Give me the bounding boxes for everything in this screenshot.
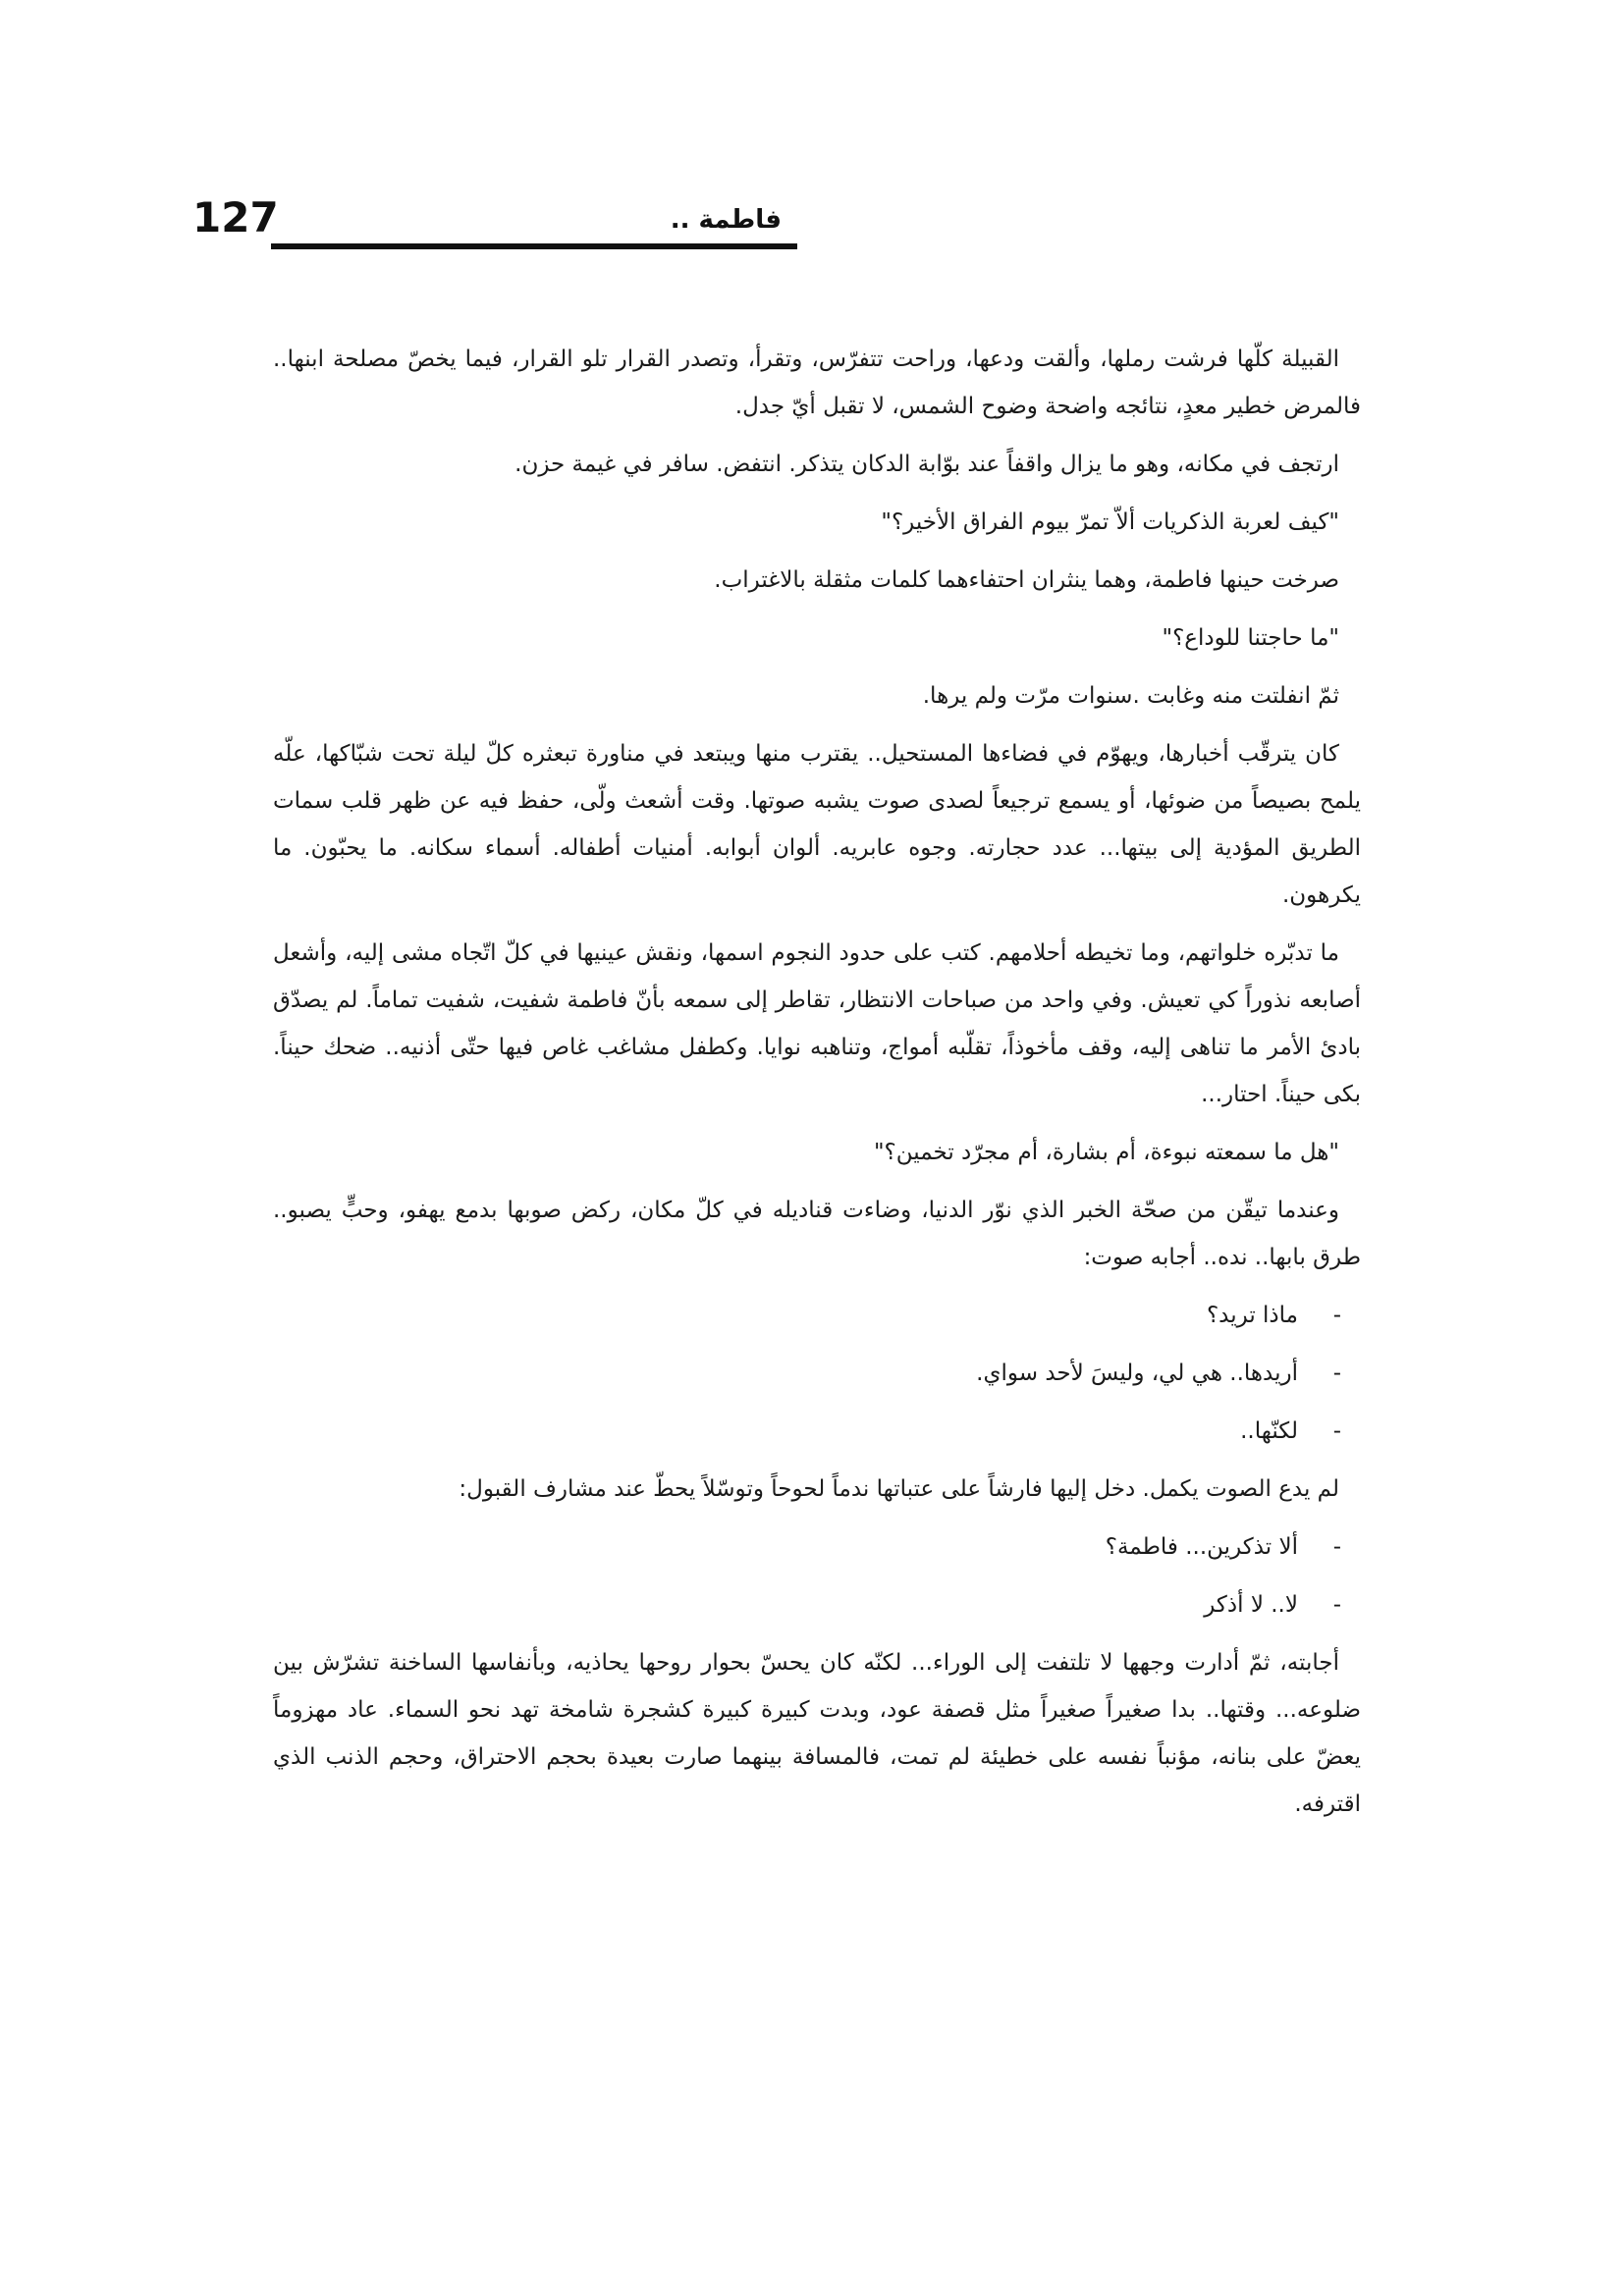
page-number: 127 xyxy=(192,193,279,241)
dialogue-dash: - xyxy=(1332,1303,1341,1328)
dialogue-line xyxy=(273,1408,1361,1455)
body-text xyxy=(273,336,1361,1839)
quote-line: "كيف لعربة الذكريات ألاّ تمرّ بيوم الفراق الأخير؟" xyxy=(881,509,1339,535)
quote-line: "هل ما سمعته نبوءة، أم بشارة، أم مجرّد تخمين؟" xyxy=(873,1140,1339,1165)
quote-line: "ما حاجتنا للوداع؟" xyxy=(1162,625,1339,651)
dialogue-text: أريدها.. هي لي، وليسَ لأحد سواي. xyxy=(976,1361,1298,1386)
dialogue-dash: - xyxy=(1332,1534,1341,1560)
dialogue-dash: - xyxy=(1332,1418,1341,1444)
paragraph: ما تدبّره خلواتهم، وما تخيطه أحلامهم. كتب على حدود النجوم اسمها، ونقش عينيها في كلّ اتّجاه مشى إليه، وأشعل أصابعه نذوراً كي تعيش. وفي واحد من صباحات الانتظار، تقاطر إلى سمعه بأنّ فاطمة شفيت، شفيت تماماً. لم يصدّق بادئ الأمر ما تناهى إليه، وقف مأخوذاً، تقلّبه أمواج، وتناهبه نوايا. وكطفل مشاغب غاص فيها حتّى أذنيه.. ضحك حيناً. بكى حيناً. احتار... xyxy=(273,940,1361,1107)
dialogue-line xyxy=(273,1581,1361,1629)
running-title: فاطمة .. xyxy=(670,205,782,235)
paragraph: أجابته، ثمّ أدارت وجهها لا تلتفت إلى الوراء... لكنّه كان يحسّ بحوار روحها يحاذيه، وبأنفاسها الساخنة تشرّش بين ضلوعه... وقتها.. بدا صغيراً صغيراً مثل قصفة عود، وبدت كبيرة كبيرة كشجرة شامخة تهد نحو السماء. عاد مهزوماً يعضّ على بنانه، مؤنباً نفسه على خطيئة لم تمت، فالمسافة بينهما صارت بعيدة بحجم الاحتراق، وحجم الذنب الذي اقترفه. xyxy=(273,1650,1361,1817)
header-rule xyxy=(271,243,797,249)
paragraph: كان يترقّب أخبارها، ويهوّم في فضاءها المستحيل.. يقترب منها ويبتعد في مناورة تبعثره كلّ ليلة تحت شبّاكها، علّه يلمح بصيصاً من ضوئها، أو يسمع ترجيعاً لصدى صوت يشبه صوتها. وقت أشعث ولّى، حفظ فيه عن ظهر قلب سمات الطريق المؤدية إلى بيتها... عدد حجارته. وجوه عابريه. ألوان أبوابه. أمنيات أطفاله. أسماء سكانه. ما يحبّون. ما يكرهون. xyxy=(273,741,1361,908)
paragraph: صرخت حينها فاطمة، وهما ينثران احتفاءهما كلمات مثقلة بالاغتراب. xyxy=(714,567,1339,593)
paragraph: ثمّ انفلتت منه وغابت .سنوات مرّت ولم يرها. xyxy=(922,683,1339,709)
dialogue-text: لكنّها.. xyxy=(1240,1418,1298,1444)
dialogue-line xyxy=(273,1350,1361,1397)
dialogue-dash: - xyxy=(1332,1361,1341,1386)
paragraph: لم يدع الصوت يكمل. دخل إليها فارشاً على عتباتها ندماً لحوحاً وتوسّلاً يحطّ عند مشارف القبول: xyxy=(459,1476,1339,1502)
dialogue-line xyxy=(273,1292,1361,1339)
paragraph: ارتجف في مكانه، وهو ما يزال واقفاً عند بوّابة الدكان يتذكر. انتفض. سافر في غيمة حزن. xyxy=(514,452,1339,477)
paragraph: وعندما تيقّن من صحّة الخبر الذي نوّر الدنيا، وضاءت قناديله في كلّ مكان، ركض صوبها بدمع يهفو، وحبٍّ يصبو.. طرق بابها.. نده.. أجابه صوت: xyxy=(273,1198,1361,1270)
dialogue-text: لا.. لا أذكر xyxy=(1204,1592,1298,1618)
dialogue-text: ألا تذكرين... فاطمة؟ xyxy=(1105,1534,1298,1560)
dialogue-text: ماذا تريد؟ xyxy=(1206,1303,1298,1328)
paragraph: القبيلة كلّها فرشت رملها، وألقت ودعها، وراحت تتفرّس، وتقرأ، وتصدر القرار تلو القرار، فيما يخصّ مصلحة ابنها.. فالمرض خطير معدٍ، نتائجه واضحة وضوح الشمس، لا تقبل أيّ جدل. xyxy=(273,347,1361,419)
dialogue-line xyxy=(273,1523,1361,1571)
dialogue-dash: - xyxy=(1332,1592,1341,1618)
